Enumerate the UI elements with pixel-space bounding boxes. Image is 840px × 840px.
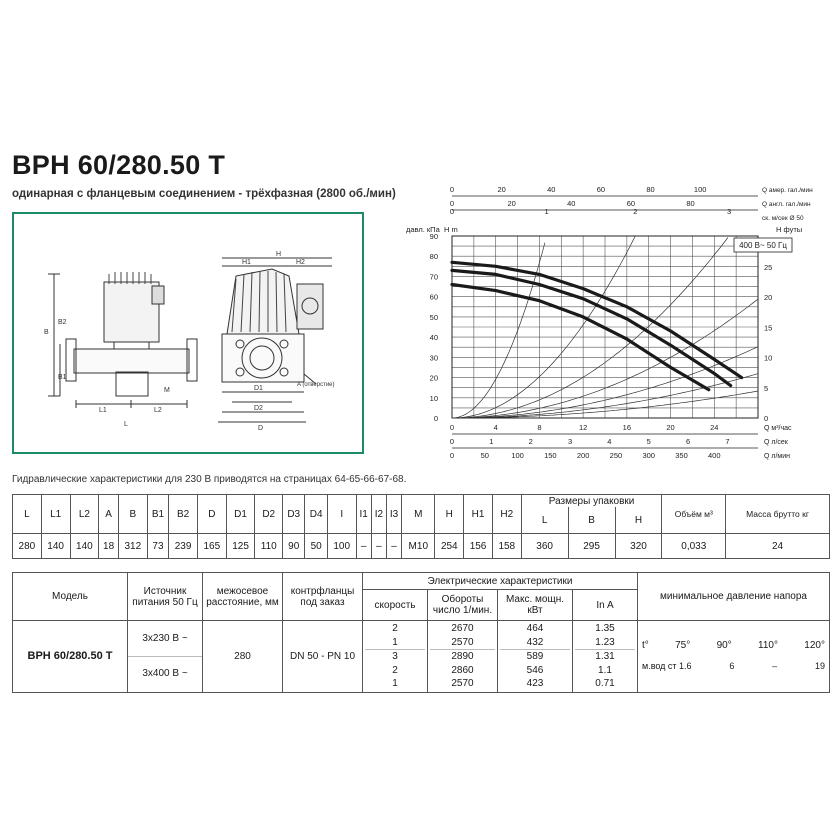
x-lmin-tick-label: 300 [642, 451, 655, 460]
dim-label-d: D [258, 425, 264, 432]
hydraulic-note: Гидравлические характеристики для 230 В приводятся на страницах 64-65-66-67-68. [12, 474, 407, 485]
dims-header-cell: M [402, 495, 435, 534]
model-data-row [13, 621, 830, 693]
x-ukgal-tick-label: 60 [626, 199, 636, 208]
model-header-row-1 [13, 573, 830, 590]
source-230: 3x230 В ~ [128, 622, 202, 657]
dims-value-cell: 158 [492, 534, 521, 559]
rpm-value: 2670 [451, 623, 474, 634]
col-source-header: Источник питания 50 Гц [128, 573, 203, 621]
col-speed-header: скорость [363, 590, 428, 621]
page-title: BPH 60/280.50 T [12, 150, 226, 180]
dims-value-cell: 0,033 [662, 534, 726, 559]
dims-value-cell: 100 [327, 534, 356, 559]
temp-value: 90° [716, 640, 732, 652]
y-left-tick-label: 30 [429, 353, 438, 363]
col-flanges-header: контрфланцы под заказ [283, 573, 363, 621]
pump-technical-drawing [14, 214, 362, 452]
system-curve [452, 243, 545, 418]
x-ls-tick-label: 0 [449, 437, 455, 446]
pump-curve-speed-2 [452, 270, 731, 385]
x-lmin-tick-label: 100 [511, 451, 524, 460]
dims-header-cell: D3 [283, 495, 305, 534]
temp-label: t° [642, 640, 649, 652]
velocity-tick-label: 3 [727, 207, 732, 216]
model-table [12, 572, 830, 693]
dim-label-h2: H2 [296, 259, 305, 266]
dimensions-table [12, 494, 830, 559]
pack-sub-cell: H [615, 507, 662, 534]
power-value: 589 [526, 651, 544, 662]
x-ukgal-axis-label: Q англ. гал./мин [762, 201, 811, 208]
y-right-tick-label: 20 [764, 293, 773, 303]
y-left-tick-label: 90 [429, 232, 438, 241]
mwc-row [642, 661, 825, 672]
speed-values [363, 621, 428, 693]
dims-value-cell: – [371, 534, 386, 559]
y-right-tick-label: 5 [764, 383, 769, 393]
x-ls-tick-label: 3 [567, 437, 573, 446]
model-name: BPH 60/280.50 T [13, 621, 128, 693]
dim-label-b: B [44, 329, 49, 336]
x-m3h-tick-label: 8 [537, 423, 542, 432]
dims-header-cell: D [197, 495, 226, 534]
y-right-tick-label: 25 [764, 262, 773, 272]
temp-row [642, 640, 825, 651]
x-ls-tick-label: 1 [489, 437, 494, 446]
dims-value-cell: 254 [435, 534, 464, 559]
dim-label-a: A (отверстие) [297, 382, 335, 388]
temp-value: 75° [675, 640, 691, 652]
x-ukgal-tick-label: 80 [686, 199, 695, 208]
volume-header: Объём м³ [662, 495, 726, 534]
power-value: 464 [526, 623, 544, 634]
x-ukgal-tick-label: 20 [507, 199, 516, 208]
y-right-tick-label: 10 [764, 353, 773, 363]
dims-header-cell: H [435, 495, 464, 534]
mwc-value: 19 [814, 661, 825, 672]
x-ukgal-tick-label: 40 [567, 199, 576, 208]
x-m3h-tick-label: 0 [449, 423, 455, 432]
x-lmin-axis-label: Q л/мин [764, 453, 791, 460]
x-usgal-tick-label: 20 [497, 185, 506, 194]
dims-value-cell: 312 [118, 534, 147, 559]
col-electric-header: Электрические характеристики [363, 573, 638, 590]
speed-value: 2 [392, 664, 398, 676]
y-left-tick-label: 10 [429, 393, 438, 403]
y-left-tick-label: 80 [429, 252, 438, 262]
dims-header-cell: D4 [305, 495, 327, 534]
pack-sub-cell: L [521, 507, 568, 534]
x-m3h-tick-label: 24 [710, 423, 719, 432]
temp-value: 110° [758, 640, 778, 652]
x-velocity-axis-label: ск. м/сек Ø 50 [762, 215, 804, 222]
x-m3h-tick-label: 16 [622, 423, 632, 432]
distance-value: 280 [203, 621, 283, 693]
col-distance-header: межосевое расстояние, мм [203, 573, 283, 621]
dims-header-cell: H2 [492, 495, 521, 534]
x-ls-tick-label: 2 [528, 437, 533, 446]
dims-value-cell: 140 [70, 534, 99, 559]
x-usgal-tick-label: 60 [596, 185, 606, 194]
power-value: 432 [500, 636, 570, 651]
pump-drawing-panel [12, 212, 364, 454]
dim-label-d1: D1 [254, 385, 263, 392]
dims-value-cell: M10 [402, 534, 435, 559]
dim-label-m: M [164, 387, 170, 394]
y-left-tick-label: 40 [429, 333, 438, 343]
current-value: 1.1 [598, 664, 612, 676]
power-value: 546 [526, 664, 544, 676]
x-ukgal-tick-label: 0 [449, 199, 455, 208]
y-right-axis-label: H футы [776, 225, 803, 234]
dims-value-cell: 24 [726, 534, 830, 559]
x-ls-axis-label: Q л/сек [764, 439, 788, 446]
dim-label-h: H [276, 251, 282, 258]
x-ls-tick-label: 4 [607, 437, 612, 446]
temp-value: 120° [804, 640, 825, 652]
dims-value-cell: 18 [99, 534, 119, 559]
dims-value-cell: 360 [521, 534, 568, 559]
dims-header-cell: L1 [41, 495, 70, 534]
y-left-axis-label: давл. кПа [406, 225, 440, 234]
pack-header: Размеры упаковки [521, 495, 662, 508]
dim-label-b1: B1 [58, 374, 67, 381]
dims-values-row [13, 534, 830, 559]
velocity-tick-label: 2 [633, 207, 638, 216]
flanges-value: DN 50 - PN 10 [283, 621, 363, 693]
x-usgal-tick-label: 80 [646, 185, 655, 194]
page-subtitle: одинарная с фланцевым соединением - трёхфазная (2800 об./мин) [12, 188, 396, 200]
rpm-value: 2570 [430, 636, 495, 651]
dims-value-cell: 50 [305, 534, 327, 559]
x-usgal-axis-label: Q амер. гал./мин [762, 187, 813, 194]
dims-header-cell: I3 [386, 495, 401, 534]
mwc-value: 6 [729, 661, 735, 672]
x-lmin-tick-label: 50 [480, 451, 489, 460]
y-left-tick-label: 70 [429, 272, 438, 282]
dims-value-cell: 73 [147, 534, 169, 559]
y-left-axis-label-h: H m [444, 225, 458, 234]
dims-value-cell: 90 [283, 534, 305, 559]
col-pressure-header: минимальное давление напора [638, 573, 830, 621]
dims-header-cell: I1 [356, 495, 371, 534]
dims-value-cell: 110 [255, 534, 283, 559]
y-left-tick-label: 50 [429, 312, 438, 322]
performance-curve-chart [400, 180, 830, 470]
dim-label-b2: B2 [58, 319, 67, 326]
x-lmin-tick-label: 350 [675, 451, 688, 460]
dims-header-cell: I2 [371, 495, 386, 534]
col-in-header: In A [573, 590, 638, 621]
dims-header-row [13, 495, 830, 508]
x-lmin-tick-label: 150 [544, 451, 557, 460]
velocity-tick-label: 1 [544, 207, 549, 216]
rpm-value: 2890 [451, 651, 474, 662]
mass-header: Масса брутто кг [726, 495, 830, 534]
x-usgal-tick-label: 40 [547, 185, 556, 194]
dims-value-cell: 280 [13, 534, 42, 559]
dims-value-cell: 295 [568, 534, 615, 559]
x-m3h-tick-label: 12 [578, 423, 588, 432]
dims-value-cell: – [356, 534, 371, 559]
dims-value-cell: 140 [41, 534, 70, 559]
current-value: 1.23 [575, 636, 635, 651]
x-m3h-tick-label: 20 [666, 423, 675, 432]
velocity-tick-label: 0 [449, 207, 455, 216]
x-usgal-tick-label: 100 [693, 185, 707, 194]
dims-header-cell: A [99, 495, 119, 534]
dims-value-cell: 239 [169, 534, 198, 559]
x-lmin-tick-label: 250 [609, 451, 623, 460]
speed-value: 1 [365, 636, 425, 651]
x-lmin-tick-label: 400 [708, 451, 721, 460]
dims-header-cell: L2 [70, 495, 99, 534]
dims-header-cell: B2 [169, 495, 198, 534]
col-rpm-header: Обороты число 1/мин. [428, 590, 498, 621]
x-ls-tick-label: 5 [646, 437, 651, 446]
speed-value: 1 [392, 678, 398, 689]
voltage-box-label: 400 В~ 50 Гц [739, 241, 787, 250]
current-value: 1.35 [595, 623, 615, 634]
dims-header-cell: D2 [255, 495, 283, 534]
rpm-value: 2570 [451, 678, 474, 689]
dims-value-cell: 320 [615, 534, 662, 559]
dims-value-cell: 156 [464, 534, 493, 559]
dims-header-cell: I [327, 495, 356, 534]
dim-label-d2: D2 [254, 405, 263, 412]
dims-value-cell: – [386, 534, 401, 559]
x-usgal-tick-label: 0 [449, 185, 455, 194]
mwc-value: – [772, 661, 778, 672]
current-value: 0.71 [595, 678, 615, 689]
x-lmin-tick-label: 0 [449, 451, 455, 460]
dim-label-l: L [124, 421, 128, 428]
y-left-tick-label: 20 [429, 373, 438, 383]
source-400: 3x400 В ~ [142, 667, 188, 679]
dims-header-cell: B [118, 495, 147, 534]
y-right-tick-label: 15 [764, 323, 773, 333]
x-m3h-axis-label: Q м³/час [764, 425, 792, 432]
dims-header-cell: H1 [464, 495, 493, 534]
dims-header-cell: L [13, 495, 42, 534]
dims-header-cell: B1 [147, 495, 169, 534]
chart-axes [406, 185, 813, 460]
speed-value: 3 [392, 651, 398, 662]
y-left-tick-label: 60 [429, 292, 438, 302]
dims-header-cell: D1 [226, 495, 255, 534]
dim-label-h1: H1 [242, 259, 251, 266]
col-model-header: Модель [13, 573, 128, 621]
x-lmin-tick-label: 200 [576, 451, 590, 460]
dim-label-l2: L2 [154, 407, 162, 414]
x-ls-tick-label: 6 [685, 437, 691, 446]
rpm-values [428, 621, 498, 693]
current-values [573, 621, 638, 693]
rpm-value: 2860 [451, 664, 474, 676]
y-right-tick-label: 0 [764, 414, 769, 423]
pack-sub-cell: B [568, 507, 615, 534]
dims-value-cell: 125 [226, 534, 255, 559]
dims-value-cell: 165 [197, 534, 226, 559]
current-value: 1.31 [595, 651, 615, 662]
speed-value: 2 [392, 623, 398, 634]
power-value: 423 [526, 678, 544, 689]
dim-label-l1: L1 [99, 407, 107, 414]
mwc-label: м.вод ст 1.6 [642, 661, 692, 672]
y-left-tick-label: 0 [433, 414, 438, 423]
x-m3h-tick-label: 4 [493, 423, 498, 432]
x-ls-tick-label: 7 [725, 437, 730, 446]
col-power-header: Макс. мощн. кВт [498, 590, 573, 621]
power-values [498, 621, 573, 693]
